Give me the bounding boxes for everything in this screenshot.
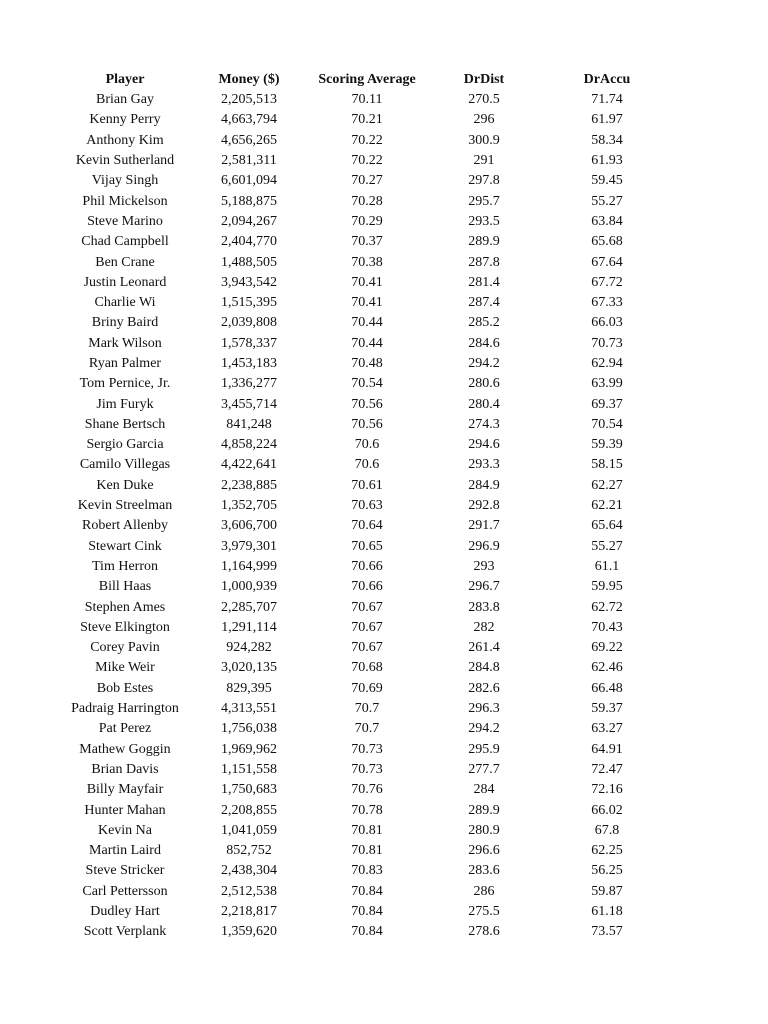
cell-driving-accuracy: 70.73 <box>591 335 623 351</box>
cell-driving-distance: 285.2 <box>468 315 500 331</box>
cell-player: Stephen Ames <box>84 599 166 615</box>
table-row <box>60 902 672 922</box>
table-row <box>60 374 672 394</box>
cell-driving-distance: 270.5 <box>468 92 500 108</box>
table-row <box>60 313 672 333</box>
cell-money: 1,488,505 <box>221 254 277 270</box>
table-row <box>60 110 672 130</box>
cell-driving-accuracy: 64.91 <box>591 741 623 757</box>
cell-driving-distance: 296.6 <box>468 843 500 859</box>
table-row <box>60 719 672 739</box>
cell-driving-distance: 292.8 <box>468 498 500 514</box>
cell-scoring-average: 70.6 <box>354 457 380 473</box>
cell-scoring-average: 70.7 <box>354 701 380 717</box>
cell-money: 924,282 <box>226 640 272 656</box>
table-row <box>60 191 672 211</box>
table-row <box>60 760 672 780</box>
cell-driving-distance: 289.9 <box>468 802 500 818</box>
cell-money: 5,188,875 <box>221 193 277 209</box>
cell-player: Kenny Perry <box>89 112 161 128</box>
cell-money: 3,943,542 <box>221 274 277 290</box>
cell-scoring-average: 70.76 <box>351 782 383 798</box>
cell-player: Brian Davis <box>91 761 159 777</box>
cell-player: Bob Estes <box>96 680 154 696</box>
player-stats-table <box>60 70 672 942</box>
cell-driving-accuracy: 63.27 <box>591 721 623 737</box>
cell-driving-accuracy: 65.68 <box>591 234 623 250</box>
cell-player: Kevin Streelman <box>77 498 173 514</box>
cell-money: 1,515,395 <box>221 295 277 311</box>
cell-driving-accuracy: 70.43 <box>591 619 623 635</box>
cell-money: 1,750,683 <box>221 782 277 798</box>
cell-driving-distance: 277.7 <box>468 761 500 777</box>
cell-scoring-average: 70.68 <box>351 660 383 676</box>
cell-driving-accuracy: 56.25 <box>591 863 623 879</box>
cell-player: Anthony Kim <box>86 132 164 148</box>
cell-player: Mike Weir <box>95 660 155 676</box>
table-row <box>60 496 672 516</box>
cell-money: 1,756,038 <box>221 721 277 737</box>
table-row <box>60 293 672 313</box>
cell-player: Pat Perez <box>98 721 152 737</box>
cell-driving-accuracy: 58.15 <box>591 457 623 473</box>
cell-driving-distance: 280.4 <box>468 396 500 412</box>
cell-money: 2,404,770 <box>221 234 277 250</box>
table-row <box>60 90 672 110</box>
cell-player: Hunter Mahan <box>84 802 166 818</box>
cell-player: Kevin Sutherland <box>75 153 175 169</box>
cell-driving-accuracy: 62.25 <box>591 843 623 859</box>
cell-driving-distance: 293.5 <box>468 213 500 229</box>
cell-player: Kevin Na <box>97 822 153 838</box>
cell-driving-distance: 291.7 <box>468 518 500 534</box>
cell-driving-accuracy: 59.87 <box>591 883 623 899</box>
cell-driving-distance: 280.6 <box>468 376 500 392</box>
cell-driving-accuracy: 62.72 <box>591 599 623 615</box>
table-row <box>60 273 672 293</box>
cell-player: Steve Stricker <box>85 863 165 879</box>
cell-player: Martin Laird <box>89 843 161 859</box>
cell-driving-distance: 294.2 <box>468 356 500 371</box>
cell-driving-distance: 296.9 <box>468 538 500 554</box>
cell-scoring-average: 70.27 <box>351 173 383 189</box>
cell-driving-accuracy: 61.93 <box>591 153 623 169</box>
cell-driving-accuracy: 67.8 <box>594 822 620 838</box>
cell-player: Jim Furyk <box>96 396 154 412</box>
cell-driving-distance: 291 <box>473 153 495 169</box>
cell-driving-accuracy: 66.03 <box>591 315 623 331</box>
cell-player: Shane Bertsch <box>84 416 166 432</box>
cell-scoring-average: 70.67 <box>351 599 383 615</box>
table-row <box>60 597 672 617</box>
cell-money: 852,752 <box>226 843 272 859</box>
cell-player: Stewart Cink <box>88 538 162 554</box>
cell-money: 3,606,700 <box>221 518 277 534</box>
cell-driving-accuracy: 67.33 <box>591 295 623 311</box>
cell-money: 1,291,114 <box>221 619 277 635</box>
cell-driving-accuracy: 59.45 <box>591 173 623 189</box>
cell-player: Padraig Harrington <box>71 701 179 717</box>
cell-driving-accuracy: 61.18 <box>591 904 623 920</box>
cell-player: Sergio Garcia <box>86 437 164 453</box>
cell-driving-distance: 295.7 <box>468 193 500 209</box>
table-row <box>60 658 672 678</box>
table-row <box>60 577 672 597</box>
cell-scoring-average: 70.81 <box>351 822 383 838</box>
cell-money: 1,453,183 <box>221 356 277 371</box>
cell-driving-accuracy: 62.46 <box>591 660 623 676</box>
cell-driving-accuracy: 55.27 <box>591 538 623 554</box>
table-row <box>60 679 672 699</box>
table-row <box>60 861 672 881</box>
table-row <box>60 151 672 171</box>
cell-driving-distance: 296.7 <box>468 579 500 595</box>
cell-player: Phil Mickelson <box>82 193 168 209</box>
cell-money: 3,979,301 <box>221 538 277 554</box>
cell-scoring-average: 70.41 <box>351 274 383 290</box>
table-row <box>60 841 672 861</box>
table-row <box>60 252 672 272</box>
cell-driving-distance: 286 <box>473 883 495 899</box>
cell-driving-distance: 281.4 <box>468 274 500 290</box>
cell-player: Ken Duke <box>96 477 154 493</box>
cell-driving-distance: 287.4 <box>468 295 500 311</box>
cell-driving-distance: 294.2 <box>468 721 500 737</box>
cell-player: Steve Elkington <box>80 619 170 635</box>
table-row <box>60 800 672 820</box>
table-row <box>60 922 672 942</box>
cell-scoring-average: 70.41 <box>351 295 383 311</box>
cell-driving-distance: 283.6 <box>468 863 500 879</box>
table-row <box>60 476 672 496</box>
cell-driving-accuracy: 61.1 <box>594 558 620 574</box>
cell-player: Tom Pernice, Jr. <box>79 376 171 392</box>
cell-money: 4,663,794 <box>221 112 277 128</box>
cell-driving-distance: 297.8 <box>468 173 500 189</box>
cell-driving-accuracy: 63.99 <box>591 376 623 392</box>
cell-scoring-average: 70.61 <box>351 477 383 493</box>
cell-money: 1,041,059 <box>221 822 277 838</box>
cell-scoring-average: 70.67 <box>351 640 383 656</box>
cell-money: 2,039,808 <box>221 315 277 331</box>
cell-money: 2,512,538 <box>221 883 277 899</box>
cell-money: 2,205,513 <box>221 92 277 108</box>
cell-driving-distance: 296 <box>473 112 495 128</box>
table-header-row <box>60 70 672 90</box>
cell-scoring-average: 70.84 <box>351 924 383 940</box>
cell-driving-distance: 295.9 <box>468 741 500 757</box>
cell-driving-distance: 300.9 <box>468 132 500 148</box>
cell-scoring-average: 70.6 <box>354 437 380 453</box>
cell-driving-accuracy: 65.64 <box>591 518 623 534</box>
cell-scoring-average: 70.22 <box>351 132 383 148</box>
cell-driving-distance: 278.6 <box>468 924 500 940</box>
table-row <box>60 394 672 414</box>
cell-player: Camilo Villegas <box>79 457 171 473</box>
cell-driving-distance: 283.8 <box>468 599 500 615</box>
cell-driving-distance: 284 <box>473 782 495 798</box>
cell-driving-distance: 261.4 <box>468 640 500 656</box>
cell-money: 6,601,094 <box>221 173 277 189</box>
cell-money: 4,656,265 <box>221 132 277 148</box>
cell-driving-accuracy: 73.57 <box>591 924 623 940</box>
cell-player: Carl Pettersson <box>82 883 168 899</box>
cell-scoring-average: 70.37 <box>351 234 383 250</box>
table-row <box>60 212 672 232</box>
cell-driving-distance: 287.8 <box>468 254 500 270</box>
table-row <box>60 455 672 475</box>
cell-driving-accuracy: 61.97 <box>591 112 623 128</box>
cell-scoring-average: 70.67 <box>351 619 383 635</box>
cell-driving-accuracy: 72.16 <box>591 782 623 798</box>
cell-player: Ben Crane <box>95 254 155 270</box>
cell-driving-distance: 284.6 <box>468 335 500 351</box>
table-row <box>60 780 672 800</box>
cell-money: 2,438,304 <box>221 863 277 879</box>
cell-driving-accuracy: 67.64 <box>591 254 623 270</box>
cell-driving-accuracy: 55.27 <box>591 193 623 209</box>
cell-driving-distance: 274.3 <box>468 416 500 432</box>
table-row <box>60 435 672 455</box>
table-body <box>60 90 672 942</box>
cell-money: 4,422,641 <box>221 457 277 473</box>
cell-money: 3,455,714 <box>221 396 277 412</box>
cell-money: 1,000,939 <box>221 579 277 595</box>
cell-scoring-average: 70.56 <box>351 416 383 432</box>
cell-scoring-average: 70.38 <box>351 254 383 270</box>
cell-driving-accuracy: 66.02 <box>591 802 623 818</box>
table-row <box>60 334 672 354</box>
cell-scoring-average: 70.63 <box>351 498 383 514</box>
cell-driving-accuracy: 59.37 <box>591 701 623 717</box>
cell-scoring-average: 70.21 <box>351 112 383 128</box>
cell-player: Corey Pavin <box>90 640 160 656</box>
cell-driving-accuracy: 58.34 <box>591 132 623 148</box>
cell-scoring-average: 70.81 <box>351 843 383 859</box>
cell-driving-distance: 293 <box>473 558 495 574</box>
cell-scoring-average: 70.66 <box>351 558 383 574</box>
cell-money: 1,336,277 <box>221 376 277 392</box>
cell-driving-accuracy: 69.22 <box>591 640 623 656</box>
cell-scoring-average: 70.48 <box>351 356 383 371</box>
cell-money: 2,208,855 <box>221 802 277 818</box>
cell-driving-distance: 282.6 <box>468 680 500 696</box>
cell-driving-accuracy: 63.84 <box>591 213 623 229</box>
cell-driving-accuracy: 69.37 <box>591 396 623 412</box>
cell-money: 829,395 <box>226 680 272 696</box>
cell-driving-accuracy: 71.74 <box>591 92 623 108</box>
cell-driving-distance: 294.6 <box>468 437 500 453</box>
table-row <box>60 537 672 557</box>
cell-driving-accuracy: 59.39 <box>591 437 623 453</box>
cell-driving-distance: 289.9 <box>468 234 500 250</box>
cell-scoring-average: 70.65 <box>351 538 383 554</box>
table-row <box>60 557 672 577</box>
cell-driving-accuracy: 72.47 <box>591 761 623 777</box>
cell-player: Steve Marino <box>87 213 163 229</box>
cell-money: 4,313,551 <box>221 701 277 717</box>
cell-driving-accuracy: 66.48 <box>591 680 623 696</box>
header-driving-distance: DrDist <box>463 72 505 87</box>
cell-scoring-average: 70.11 <box>351 92 383 108</box>
cell-money: 1,969,962 <box>221 741 277 757</box>
cell-driving-accuracy: 59.95 <box>591 579 623 595</box>
table-row <box>60 354 672 374</box>
cell-scoring-average: 70.28 <box>351 193 383 209</box>
cell-money: 2,218,817 <box>221 904 277 920</box>
table-row <box>60 516 672 536</box>
cell-driving-distance: 275.5 <box>468 904 500 920</box>
cell-driving-distance: 282 <box>473 619 495 635</box>
cell-scoring-average: 70.84 <box>351 883 383 899</box>
table-row <box>60 821 672 841</box>
header-player: Player <box>105 72 145 87</box>
cell-player: Billy Mayfair <box>86 782 164 798</box>
cell-player: Chad Campbell <box>81 234 169 250</box>
table-row <box>60 232 672 252</box>
cell-money: 3,020,135 <box>221 660 277 676</box>
cell-money: 1,164,999 <box>221 558 277 574</box>
cell-money: 1,151,558 <box>221 761 277 777</box>
cell-player: Justin Leonard <box>83 274 167 290</box>
cell-driving-accuracy: 62.21 <box>591 498 623 514</box>
cell-player: Vijay Singh <box>91 173 159 189</box>
cell-scoring-average: 70.83 <box>351 863 383 879</box>
table-row <box>60 882 672 902</box>
table-row <box>60 740 672 760</box>
cell-player: Briny Baird <box>91 315 159 331</box>
cell-scoring-average: 70.44 <box>351 335 383 351</box>
cell-player: Bill Haas <box>98 579 152 595</box>
cell-player: Ryan Palmer <box>88 356 162 371</box>
cell-player: Mathew Goggin <box>79 741 171 757</box>
cell-driving-accuracy: 67.72 <box>591 274 623 290</box>
table-row <box>60 171 672 191</box>
header-scoring-average: Scoring Average <box>318 72 416 87</box>
cell-player: Scott Verplank <box>83 924 167 940</box>
table-row <box>60 618 672 638</box>
cell-driving-distance: 293.3 <box>468 457 500 473</box>
cell-player: Brian Gay <box>96 92 154 108</box>
cell-scoring-average: 70.73 <box>351 741 383 757</box>
cell-money: 1,578,337 <box>221 335 277 351</box>
cell-driving-distance: 296.3 <box>468 701 500 717</box>
cell-driving-accuracy: 62.94 <box>591 356 623 371</box>
cell-scoring-average: 70.66 <box>351 579 383 595</box>
cell-scoring-average: 70.54 <box>351 376 383 392</box>
cell-scoring-average: 70.78 <box>351 802 383 818</box>
cell-money: 2,238,885 <box>221 477 277 493</box>
table-row <box>60 699 672 719</box>
cell-driving-distance: 284.8 <box>468 660 500 676</box>
cell-driving-distance: 280.9 <box>468 822 500 838</box>
cell-player: Charlie Wi <box>94 295 156 311</box>
cell-money: 1,352,705 <box>221 498 277 514</box>
cell-money: 2,581,311 <box>221 153 277 169</box>
cell-scoring-average: 70.84 <box>351 904 383 920</box>
cell-scoring-average: 70.7 <box>354 721 380 737</box>
cell-player: Mark Wilson <box>88 335 162 351</box>
table-row <box>60 415 672 435</box>
table-row <box>60 131 672 151</box>
cell-scoring-average: 70.69 <box>351 680 383 696</box>
cell-money: 1,359,620 <box>221 924 277 940</box>
cell-player: Tim Herron <box>92 558 158 574</box>
cell-scoring-average: 70.56 <box>351 396 383 412</box>
cell-driving-accuracy: 70.54 <box>591 416 623 432</box>
header-driving-accuracy: DrAccu <box>583 72 631 87</box>
cell-scoring-average: 70.64 <box>351 518 383 534</box>
cell-scoring-average: 70.73 <box>351 761 383 777</box>
cell-player: Dudley Hart <box>90 904 160 920</box>
cell-money: 2,094,267 <box>221 213 277 229</box>
cell-scoring-average: 70.29 <box>351 213 383 229</box>
cell-player: Robert Allenby <box>82 518 168 534</box>
table-row <box>60 638 672 658</box>
cell-money: 2,285,707 <box>221 599 277 615</box>
cell-scoring-average: 70.22 <box>351 153 383 169</box>
cell-money: 841,248 <box>226 416 272 432</box>
cell-driving-accuracy: 62.27 <box>591 477 623 493</box>
cell-scoring-average: 70.44 <box>351 315 383 331</box>
header-money: Money ($) <box>218 72 280 87</box>
cell-driving-distance: 284.9 <box>468 477 500 493</box>
cell-money: 4,858,224 <box>221 437 277 453</box>
